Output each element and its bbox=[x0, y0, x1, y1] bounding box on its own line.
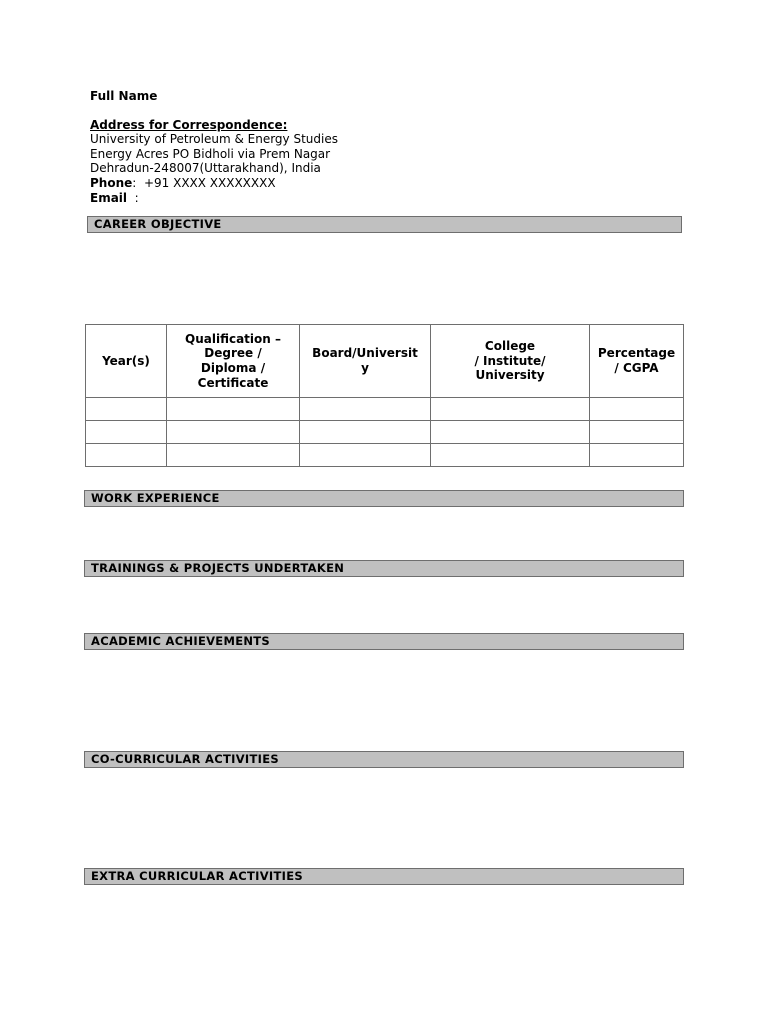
page-edge-mask bbox=[685, 320, 695, 470]
table-cell[interactable] bbox=[300, 421, 431, 444]
table-cell[interactable] bbox=[86, 398, 167, 421]
table-cell[interactable] bbox=[431, 421, 590, 444]
section-trainings-projects: TRAININGS & PROJECTS UNDERTAKEN bbox=[84, 560, 684, 577]
table-row bbox=[86, 421, 684, 444]
phone-label: Phone bbox=[90, 175, 133, 190]
table-cell[interactable] bbox=[590, 398, 684, 421]
table-cell[interactable] bbox=[431, 444, 590, 467]
table-row bbox=[86, 444, 684, 467]
table-row bbox=[86, 398, 684, 421]
table-cell[interactable] bbox=[167, 444, 300, 467]
table-cell[interactable] bbox=[590, 444, 684, 467]
address-label: Address for Correspondence: bbox=[90, 117, 288, 132]
education-header-row bbox=[86, 325, 684, 398]
table-cell[interactable] bbox=[167, 398, 300, 421]
contact-header bbox=[90, 89, 338, 205]
table-cell[interactable] bbox=[590, 421, 684, 444]
email-line bbox=[90, 191, 338, 206]
table-cell[interactable] bbox=[300, 398, 431, 421]
header-qualification: Qualification – Degree / Diploma / Certificate bbox=[167, 325, 300, 398]
address-line-3: Dehradun-248007(Uttarakhand), India bbox=[90, 161, 321, 176]
header-percentage: Percentage / CGPA bbox=[590, 325, 684, 398]
section-co-curricular: CO-CURRICULAR ACTIVITIES bbox=[84, 751, 684, 768]
email-label: Email bbox=[90, 190, 128, 205]
header-college: College / Institute/ University bbox=[431, 325, 590, 398]
table-cell[interactable] bbox=[167, 421, 300, 444]
email-separator: : bbox=[134, 190, 139, 205]
table-cell[interactable] bbox=[86, 421, 167, 444]
full-name: Full Name bbox=[90, 89, 158, 103]
phone-separator: : bbox=[132, 175, 137, 190]
table-cell[interactable] bbox=[431, 398, 590, 421]
section-career-objective: CAREER OBJECTIVE bbox=[87, 216, 682, 233]
table-cell[interactable] bbox=[300, 444, 431, 467]
section-work-experience: WORK EXPERIENCE bbox=[84, 490, 684, 507]
section-extra-curricular: EXTRA CURRICULAR ACTIVITIES bbox=[84, 868, 684, 885]
address-line-2: Energy Acres PO Bidholi via Prem Nagar bbox=[90, 146, 331, 161]
section-academic-achievements: ACADEMIC ACHIEVEMENTS bbox=[84, 633, 684, 650]
phone-value: +91 XXXX XXXXXXXX bbox=[143, 175, 276, 190]
education-table bbox=[85, 324, 684, 467]
phone-line bbox=[90, 176, 338, 191]
header-board: Board/Universit y bbox=[300, 325, 431, 398]
header-year: Year(s) bbox=[86, 325, 167, 398]
address-line-1: University of Petroleum & Energy Studies bbox=[90, 132, 338, 147]
table-cell[interactable] bbox=[86, 444, 167, 467]
